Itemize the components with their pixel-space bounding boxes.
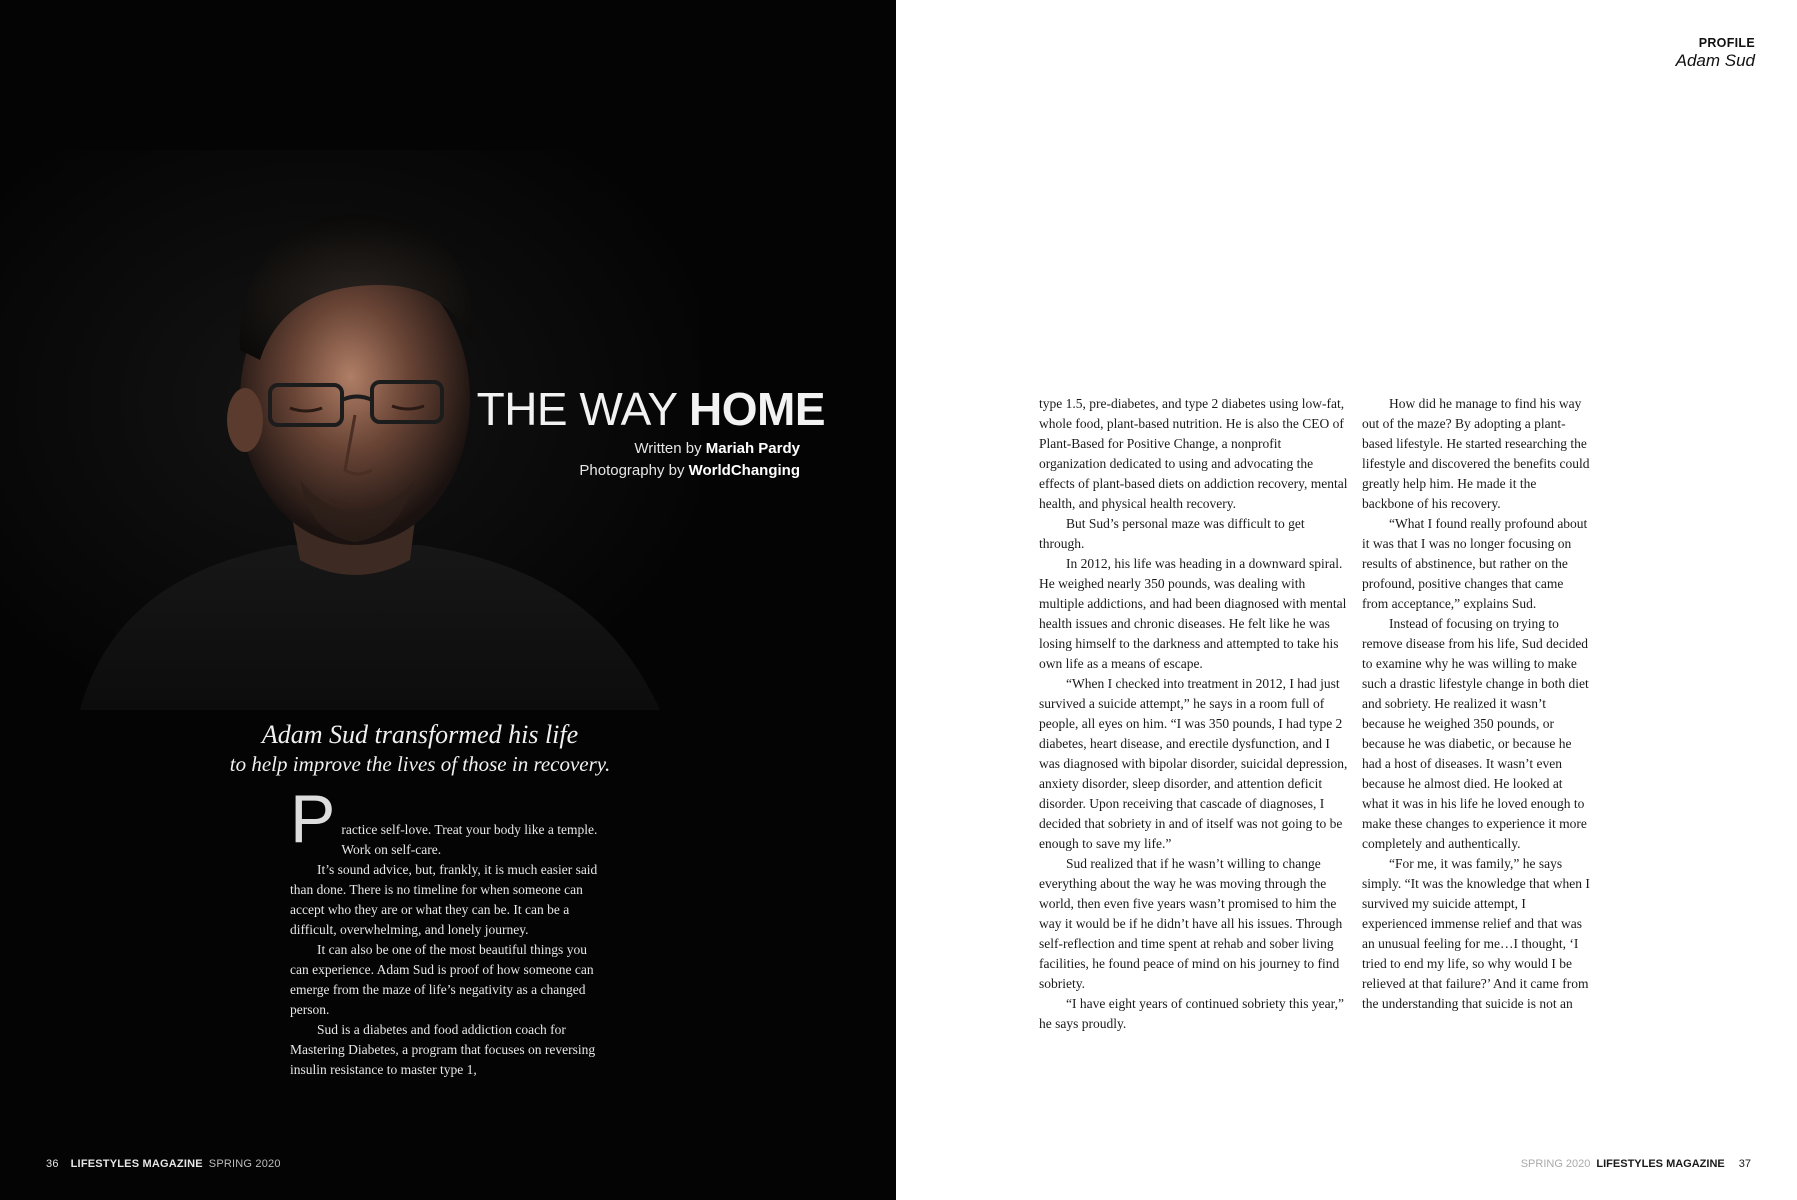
drop-cap: P bbox=[290, 781, 336, 857]
body-paragraph: “I have eight years of continued sobriety this year,” he says proudly. bbox=[1039, 996, 1344, 1031]
title-bold: HOME bbox=[689, 383, 825, 435]
left-page bbox=[0, 0, 896, 1200]
body-paragraph: It can also be one of the most beautiful things you can experience. Adam Sud is proof of how someone can emerge from the maze of life’s negativity as a changed person. bbox=[290, 942, 594, 1017]
written-by-label: Written by bbox=[634, 440, 702, 457]
body-paragraph: type 1.5, pre-diabetes, and type 2 diabetes using low-fat, whole food, plant-based nutrition. He is also the CEO of Plant-Based for Positive Change, a nonprofit organization dedicated to using and advocating the effects of plant-based diets on addiction recovery, mental health, and physical health recovery. bbox=[1039, 396, 1348, 511]
issue-label: SPRING 2020 bbox=[1520, 1158, 1591, 1170]
text-column-2 bbox=[1362, 394, 1590, 1014]
deck-line-2: to help improve the lives of those in recovery. bbox=[229, 752, 611, 776]
body-paragraph: How did he manage to find his way out of the maze? By adopting a plant-based lifestyle. He started researching the lifestyle and discovered the benefits could greatly help him. He made it the backbone of his recovery. bbox=[1362, 396, 1590, 511]
body-paragraph: Sud realized that if he wasn’t willing to change everything about the way he was moving through the world, then even five years wasn’t promised to him the way it would be if he didn’t have all his issues. Through self-reflection and time spent at rehab and sober living facilities, he found peace of mind on his journey to find sobriety. bbox=[1039, 856, 1343, 991]
right-page bbox=[896, 0, 1797, 1200]
body-paragraph: “For me, it was family,” he says simply. “It was the knowledge that when I survived my suicide attempt, I experienced immense relief and that was an unusual feeling for me…I thought, ‘I tried to end my life, so why would I be relieved at that failure?’ And it came from the understanding that suicide is not an bbox=[1362, 856, 1590, 1011]
left-folio bbox=[46, 1158, 281, 1170]
body-paragraph bbox=[290, 781, 600, 860]
article-credits bbox=[440, 438, 800, 482]
magazine-name: LIFESTYLES MAGAZINE bbox=[1596, 1158, 1725, 1170]
body-paragraph: Instead of focusing on trying to remove disease from his life, Sud decided to examine why he was willing to make such a drastic lifestyle change in both diet and sobriety. He realized it wasn’t because he weighed 350 pounds, or because he was diabetic, or because he had a host of diseases. It wasn’t even because he almost died. He looked at what it was in his life he loved enough to make these changes to experience it more completely and authentically. bbox=[1362, 616, 1589, 851]
body-paragraph: It’s sound advice, but, frankly, it is much easier said than done. There is no timeline for when someone can accept who they are or what they can be. It can be a difficult, overwhelming, and lonely journey. bbox=[290, 862, 598, 937]
article-title bbox=[440, 382, 825, 436]
profile-subject: Adam Sud bbox=[1675, 51, 1755, 70]
body-paragraph: But Sud’s personal maze was difficult to get through. bbox=[1039, 516, 1305, 551]
body-paragraph: Sud is a diabetes and food addiction coach for Mastering Diabetes, a program that focuses on reversing insulin resistance to master type 1, bbox=[290, 1022, 596, 1077]
photography-by-label: Photography by bbox=[579, 462, 685, 479]
article-deck bbox=[150, 720, 690, 778]
body-paragraph: “What I found really profound about it was that I was no longer focusing on results of abstinence, but rather on the profound, positive changes that came from acceptance,” explains Sud. bbox=[1362, 516, 1588, 611]
page-number: 37 bbox=[1738, 1158, 1751, 1170]
title-light: THE WAY bbox=[476, 383, 677, 435]
page-number: 36 bbox=[46, 1158, 59, 1170]
author-name: Mariah Pardy bbox=[705, 440, 800, 457]
deck-line-1: Adam Sud transformed his life bbox=[261, 720, 579, 749]
author-credit bbox=[440, 438, 800, 460]
magazine-name: LIFESTYLES MAGAZINE bbox=[70, 1158, 203, 1170]
right-folio bbox=[1521, 1158, 1751, 1170]
section-header bbox=[1676, 36, 1755, 71]
issue-label: SPRING 2020 bbox=[208, 1158, 281, 1170]
paragraph-text: ractice self-love. Treat your body like a temple. Work on self-care. bbox=[341, 822, 598, 857]
left-body-text bbox=[290, 781, 600, 1080]
body-paragraph: “When I checked into treatment in 2012, I had just survived a suicide attempt,” he says in a room full of people, all eyes on him. “I was 350 pounds, I had type 2 diabetes, heart disease, and erectile dysfunction, and I was diagnosed with bipolar disorder, suicidal depression, anxiety disorder, sleep disorder, and attention deficit disorder. Upon receiving that cascade of diagnoses, I decided that sobriety in and of itself was not going to be enough to save my life.” bbox=[1039, 676, 1348, 851]
photo-credit bbox=[440, 460, 800, 482]
body-paragraph: In 2012, his life was heading in a downward spiral. He weighed nearly 350 pounds, was dealing with multiple addictions, and had been diagnosed with mental health issues and chronic diseases. He felt like he was losing himself to the darkness and attempted to take his own life as a means of escape. bbox=[1039, 556, 1347, 671]
text-column-1 bbox=[1039, 394, 1349, 1034]
photographer-name: WorldChanging bbox=[688, 462, 800, 479]
section-label: PROFILE bbox=[1698, 36, 1755, 50]
